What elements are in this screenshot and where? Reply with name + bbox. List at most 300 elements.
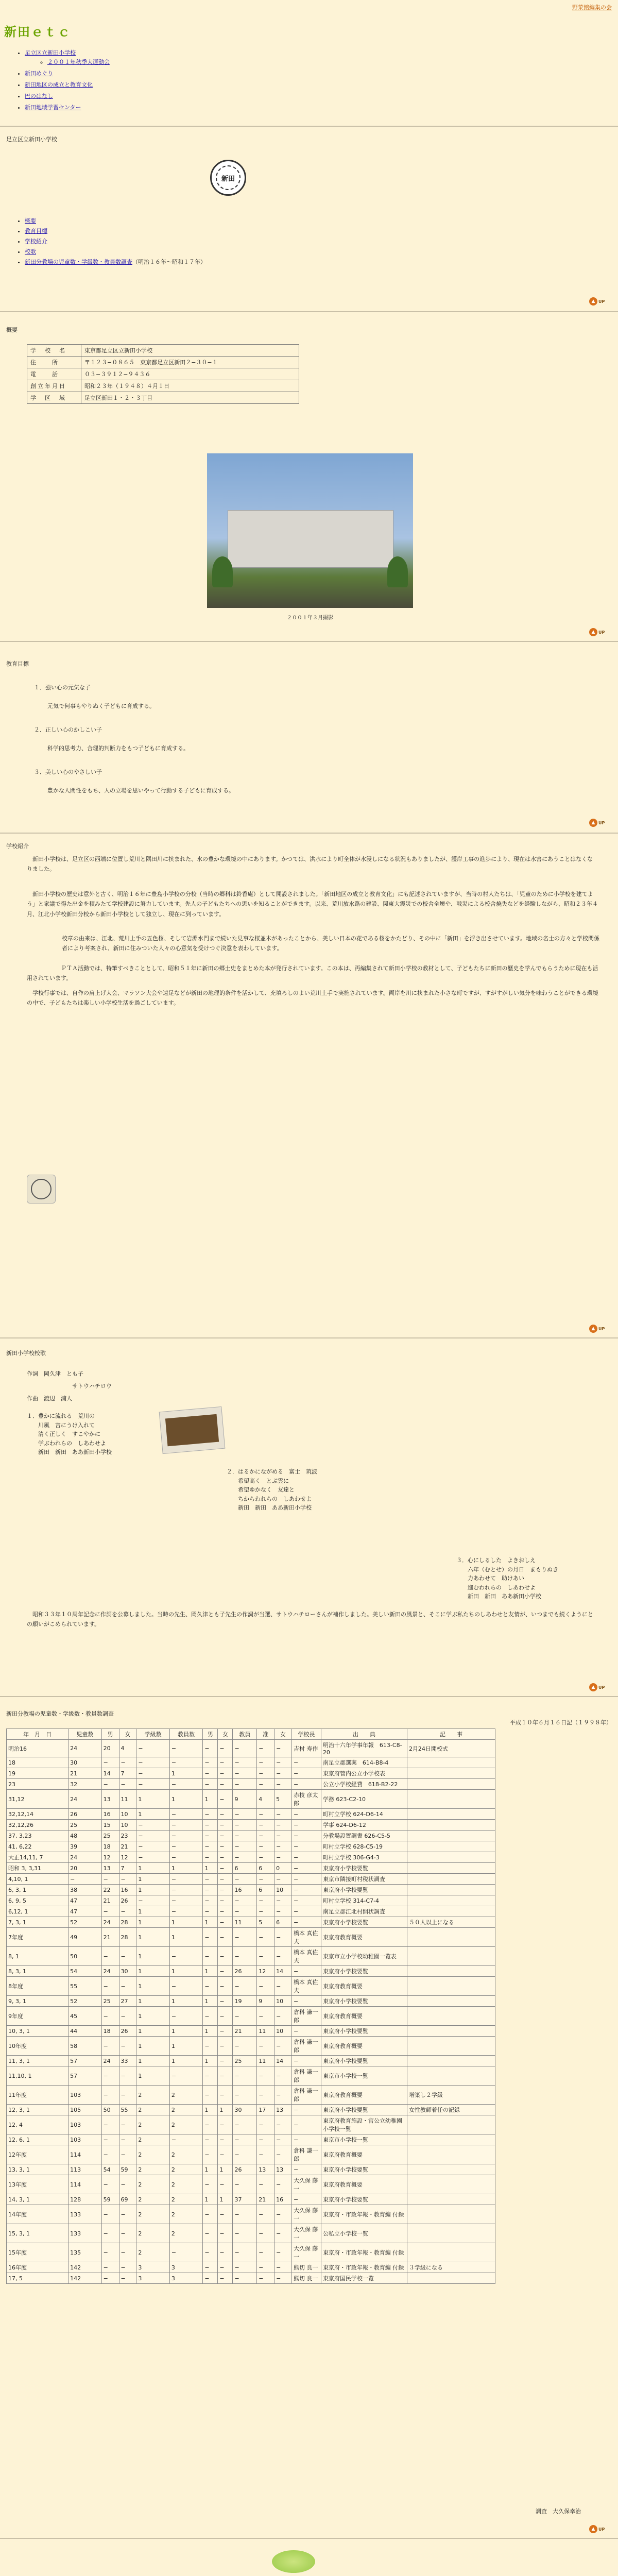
table-cell: − (274, 2007, 292, 2026)
intro-paragraph: ＰＴＡ活動では、特筆すべきこととして、昭和５１年に新田の郷土史をまとめた本が発行されています。この本は、再編集されて新田小学校の教材として、子どもたちに新田の歴史を学んでもらうために現在も活用されています。 (27, 965, 598, 982)
table-cell: − (233, 2175, 257, 2194)
subnav-item[interactable] (25, 237, 206, 245)
table-cell: 32,12,14 (7, 1809, 68, 1820)
table-cell: − (274, 1928, 292, 1947)
table-row (7, 1768, 495, 1779)
table-cell: − (233, 1895, 257, 1906)
table-cell: − (233, 1779, 257, 1790)
table-cell: 東京府教育概要 (321, 2007, 407, 2026)
table-cell (407, 1895, 495, 1906)
table-cell: − (274, 1831, 292, 1841)
table-cell: 1 (136, 2037, 170, 2056)
table-cell (407, 1831, 495, 1841)
table-cell: 32 (68, 1779, 102, 1790)
song-credit: サトウハチロウ (72, 1383, 112, 1389)
table-cell: − (101, 2145, 119, 2164)
school-heading: 足立区立新田小学校 (6, 136, 57, 143)
table-cell: 8年度 (7, 1977, 68, 1996)
table-cell: 2 (169, 2145, 203, 2164)
table-cell: − (291, 1809, 321, 1820)
topnav-item[interactable] (25, 92, 110, 100)
table-cell: 24 (101, 1917, 119, 1928)
table-cell: − (119, 2175, 136, 2194)
table-cell: − (233, 2262, 257, 2273)
table-cell: 1 (169, 2026, 203, 2037)
divider (0, 833, 618, 834)
table-cell: − (274, 1895, 292, 1906)
table-cell: 11,10, 1 (7, 2066, 68, 2086)
table-cell: 増築し２学級 (407, 2086, 495, 2105)
table-cell: − (119, 1779, 136, 1790)
table-cell: − (169, 2243, 203, 2262)
table-cell: 2 (136, 2243, 170, 2262)
table-row (7, 1757, 495, 1768)
table-cell: 1 (169, 1917, 203, 1928)
table-cell: 6,12, 1 (7, 1906, 68, 1917)
table-cell: 熊切 良一 (291, 2262, 321, 2273)
table-cell (407, 1809, 495, 1820)
table-cell: 町村立学校 306-G4-3 (321, 1852, 407, 1863)
table-cell: − (233, 1740, 257, 1757)
table-cell: 128 (68, 2194, 102, 2205)
table-cell: 東京府小学校要覧 (321, 1885, 407, 1895)
stats-date: 平成１０年６月１６日記（１９９８年） (510, 1719, 612, 1726)
table-cell: 2 (136, 2086, 170, 2105)
intro-paragraph: 新田小学校は、足立区の西端に位置し荒川と隅田川に挟まれた、水の豊かな環境の中にあります。かつては、洪水により町全体が水浸しになる状況もありましたが、護岸工事の進歩により、現在は水害にあうことはなくなりました。 (27, 856, 593, 873)
subnav-item[interactable] (25, 258, 206, 266)
up-arrow-icon: ▲ (589, 1325, 597, 1333)
table-cell: − (233, 2115, 257, 2134)
table-cell: − (233, 1977, 257, 1996)
table-cell: − (233, 2205, 257, 2224)
subnav-link-stats[interactable]: 新田分教場の児童数・学級数・教員数調査 (25, 259, 132, 265)
table-cell: − (203, 1820, 218, 1831)
table-cell: 12 (101, 1852, 119, 1863)
stats-col-male: 男 (203, 1729, 218, 1740)
table-cell: 103 (68, 2086, 102, 2105)
subnav-link-intro[interactable]: 学校紹介 (25, 238, 47, 245)
table-cell (407, 2224, 495, 2243)
crest-shape (31, 1179, 52, 1199)
table-cell: − (257, 1895, 274, 1906)
table-cell: − (233, 2273, 257, 2284)
table-row (7, 2026, 495, 2037)
table-cell: − (136, 1779, 170, 1790)
table-cell (407, 1928, 495, 1947)
table-cell: − (203, 2224, 218, 2243)
table-cell: − (257, 2066, 274, 2086)
stats-col-teachers: 教員数 (169, 1729, 203, 1740)
table-cell: 6 (233, 1863, 257, 1874)
table-cell: − (218, 2026, 233, 2037)
table-cell: − (136, 1831, 170, 1841)
up-label: UP (598, 630, 605, 635)
table-cell: 12 (119, 1852, 136, 1863)
topnav-item[interactable] (25, 48, 110, 66)
table-cell: − (274, 1809, 292, 1820)
table-cell: − (257, 2262, 274, 2273)
stats-header-row (7, 1729, 495, 1740)
table-cell: ３学級になる (407, 2262, 495, 2273)
table-cell: − (119, 1906, 136, 1917)
table-cell (407, 1841, 495, 1852)
table-cell: 103 (68, 2134, 102, 2145)
topnav-link-sports-day[interactable]: ２００１年秋季大運動会 (47, 59, 110, 65)
table-cell: 1 (136, 1928, 170, 1947)
table-cell: − (101, 1779, 119, 1790)
intro-paragraph: 学校行事では、自作の肩上げ大会、マラソン大会や遠足などが新田の地理的条件を活かして、充填ろしのよい荒川土手で実施されています。両岸を川に挟まれた小さな町ですが、すがすがしい気分を味わうことができる環境の中で、子どもたちは楽しい小学校生活を過ごしています。 (27, 990, 598, 1007)
table-cell: 東京市隣接町村税状調査 (321, 1874, 407, 1885)
table-cell: − (257, 1928, 274, 1947)
table-row (7, 2243, 495, 2262)
divider (0, 126, 618, 127)
table-cell: − (218, 2224, 233, 2243)
table-cell: − (291, 1874, 321, 1885)
table-cell: − (291, 1895, 321, 1906)
table-cell: − (274, 2224, 292, 2243)
table-cell: 26 (68, 1809, 102, 1820)
song-verse-2: ２．はるかにながめる 富士 筑波 希望高く とぶ雲に 希望ゆかなく 友達と ちからわれらの しあわせよ 新田 新田 ああ新田小学校 (227, 1468, 317, 1512)
table-row (7, 1947, 495, 1966)
table-cell: − (233, 2086, 257, 2105)
table-cell: 55 (68, 1977, 102, 1996)
table-row (7, 1831, 495, 1841)
table-cell: − (169, 2007, 203, 2026)
table-cell: − (218, 2115, 233, 2134)
table-row (7, 1790, 495, 1809)
table-cell: 1 (218, 2164, 233, 2175)
song-note: 昭和３３年１０周年記念に作詞を公募しました。当時の先生、岡久津とも子先生の作詞が当選、サトウハチローさんが補作しました。美しい新田の風景と、そこに学ぶ私たちのしあわせと友情が、いつまでも続くようにとの願いがこめられています。 (27, 1611, 593, 1628)
table-cell: 18 (101, 1841, 119, 1852)
table-cell: 1 (203, 1917, 218, 1928)
table-cell: − (257, 2205, 274, 2224)
up-arrow-icon: ▲ (589, 1683, 597, 1691)
table-cell: 2 (136, 2145, 170, 2164)
school-info-table (27, 344, 299, 404)
table-cell: − (274, 1841, 292, 1852)
table-cell: 倉科 謙一郎 (291, 2145, 321, 2164)
info-key: 創立年月日 (27, 380, 81, 392)
subnav-link-overview[interactable]: 概要 (25, 217, 36, 224)
table-cell: 20 (68, 1863, 102, 1874)
table-cell: 町村立学校 628-C5-19 (321, 1841, 407, 1852)
school-building-photo (207, 453, 413, 608)
table-cell: − (203, 1757, 218, 1768)
table-cell: 57 (68, 2066, 102, 2086)
table-cell: 東京府教育概要 (321, 2037, 407, 2056)
table-cell: 21 (233, 2026, 257, 2037)
table-cell: − (274, 2243, 292, 2262)
table-row (7, 1996, 495, 2007)
table-cell: 17 (257, 2105, 274, 2115)
table-cell: 54 (68, 1966, 102, 1977)
divider (0, 311, 618, 312)
table-cell: − (291, 1841, 321, 1852)
table-cell: 3 (169, 2273, 203, 2284)
topnav-link-history[interactable]: 新田地区の成立と教育文化 (25, 81, 93, 88)
table-cell (407, 2037, 495, 2056)
table-cell (407, 1996, 495, 2007)
table-cell: 58 (68, 2037, 102, 2056)
table-cell: 4 (257, 1790, 274, 1809)
table-cell: 2 (136, 2175, 170, 2194)
table-cell: − (291, 1863, 321, 1874)
table-cell: 大久保 藤一 (291, 2224, 321, 2243)
table-cell: − (169, 1885, 203, 1895)
table-cell: 12, 3, 1 (7, 2105, 68, 2115)
table-cell: 学務 623-C2-10 (321, 1790, 407, 1809)
table-cell: 東京府・市政年報・教育編 付録 (321, 2243, 407, 2262)
table-cell: 東京府・市政年報・教育編 付録 (321, 2262, 407, 2273)
table-row (7, 2105, 495, 2115)
table-cell: − (257, 2086, 274, 2105)
divider (0, 1696, 618, 1697)
topnav-item[interactable] (25, 80, 110, 89)
table-cell: 1 (136, 1809, 170, 1820)
table-row (7, 1885, 495, 1895)
topnav-link-tour[interactable]: 新田めぐり (25, 70, 53, 77)
table-cell (407, 2164, 495, 2175)
table-cell: 東京市小学校一覧 (321, 2134, 407, 2145)
table-cell: 26 (119, 2026, 136, 2037)
topnav-link-school[interactable]: 足立区立新田小学校 (25, 49, 76, 56)
table-cell: 10 (274, 1885, 292, 1895)
table-cell: 2 (136, 2224, 170, 2243)
building-shape (228, 510, 393, 568)
table-cell: 37, 3,23 (7, 1831, 68, 1841)
table-cell: 16 (119, 1885, 136, 1895)
table-cell: 28 (119, 1917, 136, 1928)
table-cell: 50 (68, 1947, 102, 1966)
table-cell: − (119, 1947, 136, 1966)
table-cell: 10 (119, 1820, 136, 1831)
table-cell: 吉村 寿作 (291, 1740, 321, 1757)
table-cell: − (203, 2115, 218, 2134)
table-cell: 6, 9, 5 (7, 1895, 68, 1906)
table-cell: − (203, 2145, 218, 2164)
table-cell: 1 (136, 1947, 170, 1966)
table-cell: − (169, 1820, 203, 1831)
table-cell: − (169, 1809, 203, 1820)
table-cell: − (169, 1906, 203, 1917)
table-cell: − (136, 1852, 170, 1863)
subnav-link-goals[interactable]: 教育目標 (25, 228, 47, 234)
top-right-link[interactable]: 野菜館編集の会 (572, 4, 612, 11)
table-cell: 町村立学校 624-D6-14 (321, 1809, 407, 1820)
table-cell: − (233, 1928, 257, 1947)
up-button[interactable] (589, 297, 608, 306)
goal-title: ３．美しい心のやさしい子 (34, 769, 102, 775)
table-cell: − (203, 1885, 218, 1895)
table-cell: − (119, 2066, 136, 2086)
subnav-item[interactable] (25, 227, 206, 235)
topnav-item[interactable] (25, 103, 110, 111)
table-row (7, 1852, 495, 1863)
table-cell: − (203, 2007, 218, 2026)
table-cell: 10 (119, 1809, 136, 1820)
table-cell: 69 (119, 2194, 136, 2205)
topnav-subitem[interactable] (47, 58, 110, 66)
table-cell: − (218, 1809, 233, 1820)
table-cell: 26 (233, 2164, 257, 2175)
table-cell: 2 (136, 2134, 170, 2145)
table-cell: − (203, 2066, 218, 2086)
table-cell: 25 (101, 1831, 119, 1841)
table-cell: − (218, 2205, 233, 2224)
table-cell: 南足立郡江北村開状調査 (321, 1906, 407, 1917)
table-cell: 熊切 良一 (291, 2273, 321, 2284)
table-cell: − (218, 1895, 233, 1906)
table-cell: − (291, 1906, 321, 1917)
table-cell: − (203, 1852, 218, 1863)
table-cell: 24 (68, 1790, 102, 1809)
info-value: 昭和２３年（１９４８）４月１日 (81, 380, 299, 392)
table-cell: − (291, 1852, 321, 1863)
divider (0, 1337, 618, 1338)
table-cell: 103 (68, 2115, 102, 2134)
stats-col-boys: 男 (101, 1729, 119, 1740)
table-cell: 2 (169, 2224, 203, 2243)
up-button[interactable] (589, 628, 608, 637)
table-cell: − (203, 2273, 218, 2284)
table-cell: 1 (169, 2056, 203, 2066)
table-cell: 東京府小学校要覧 (321, 2164, 407, 2175)
table-cell: 1 (136, 1966, 170, 1977)
crest-image (27, 1175, 56, 1204)
subnav-link-song[interactable]: 校歌 (25, 248, 36, 255)
table-cell: 37 (233, 2194, 257, 2205)
table-cell: 5 (274, 1790, 292, 1809)
subnav-item[interactable] (25, 216, 206, 225)
table-cell (407, 2134, 495, 2145)
song-verse-3: ３．心にしるした よきおしえ 六年（むとせ）の月日 まもりぬき 力あわせて 助けあい 進むわれらの しあわせよ 新田 新田 ああ新田小学校 (456, 1557, 558, 1600)
table-cell: 11 (257, 2026, 274, 2037)
subnav-item[interactable] (25, 247, 206, 256)
table-cell: − (218, 1841, 233, 1852)
table-cell: 25 (68, 1820, 102, 1831)
table-cell: 21 (119, 1841, 136, 1852)
table-cell: − (218, 1928, 233, 1947)
table-cell: − (203, 1740, 218, 1757)
table-row (7, 1779, 495, 1790)
table-cell: 13 (101, 1790, 119, 1809)
up-button[interactable] (589, 1683, 608, 1692)
table-cell: − (257, 1947, 274, 1966)
table-cell: 女性教師着任の記録 (407, 2105, 495, 2115)
table-row (7, 1874, 495, 1885)
table-row (7, 2086, 495, 2105)
table-cell: − (101, 2115, 119, 2134)
table-row (7, 2262, 495, 2273)
table-cell: 48 (68, 1831, 102, 1841)
table-cell: 13 (257, 2164, 274, 2175)
table-cell: 4,10, 1 (7, 1874, 68, 1885)
table-cell: 3 (136, 2262, 170, 2273)
table-cell: − (203, 2243, 218, 2262)
table-cell: 21 (257, 2194, 274, 2205)
table-cell: − (233, 1874, 257, 1885)
up-button[interactable] (589, 818, 608, 827)
table-cell: − (119, 2145, 136, 2164)
table-cell: − (136, 1841, 170, 1852)
table-cell: 東京市小学校一覧 (321, 2066, 407, 2086)
table-cell: 17, 5 (7, 2273, 68, 2284)
table-cell: 1 (136, 1874, 170, 1885)
table-cell (407, 1874, 495, 1885)
table-cell: − (274, 1947, 292, 1966)
table-cell: − (203, 1977, 218, 1996)
up-button[interactable] (589, 1324, 608, 1333)
table-cell: − (291, 1917, 321, 1928)
table-row (7, 2175, 495, 2194)
table-cell: 105 (68, 2105, 102, 2115)
overview-heading: 概要 (6, 327, 18, 333)
up-button[interactable] (589, 2524, 608, 2534)
table-cell (407, 1966, 495, 1977)
table-cell: 3 (136, 2273, 170, 2284)
table-cell: − (291, 2105, 321, 2115)
table-cell (407, 1885, 495, 1895)
stats-col-female2: 女 (274, 1729, 292, 1740)
table-cell: − (203, 1895, 218, 1906)
stats-col-assistant: 准 (257, 1729, 274, 1740)
table-cell: − (119, 2037, 136, 2056)
table-cell: 大正14,11, 7 (7, 1852, 68, 1863)
table-cell: − (218, 1852, 233, 1863)
table-cell: − (119, 1977, 136, 1996)
table-cell: 59 (101, 2194, 119, 2205)
table-cell: 東京府教育概要 (321, 2086, 407, 2105)
table-cell: 14, 3, 1 (7, 2194, 68, 2205)
song-sheet-image (159, 1406, 226, 1454)
info-key: 電 話 (27, 368, 81, 380)
info-value: 足立区新田１・２・３丁目 (81, 392, 299, 404)
topnav-link-center[interactable]: 新田地域学習センター (25, 104, 81, 111)
table-cell: 2 (169, 2086, 203, 2105)
topnav-link-tomoe[interactable]: 巴のはなし (25, 93, 53, 99)
table-row (7, 1928, 495, 1947)
table-cell: 20 (101, 1740, 119, 1757)
table-cell: − (218, 1917, 233, 1928)
table-cell: 25 (101, 1996, 119, 2007)
table-row (7, 2145, 495, 2164)
table-cell: 114 (68, 2175, 102, 2194)
table-cell: 1 (169, 1996, 203, 2007)
table-cell: − (257, 2145, 274, 2164)
table-cell: − (203, 1874, 218, 1885)
table-cell (407, 1768, 495, 1779)
table-cell: − (274, 1906, 292, 1917)
table-cell: 明治16 (7, 1740, 68, 1757)
stats-heading: 新田分教場の児童数・学級数・教員数調査 (6, 1710, 114, 1717)
table-cell: 7年度 (7, 1928, 68, 1947)
topnav-item[interactable] (25, 69, 110, 77)
table-row (7, 2066, 495, 2086)
table-cell: 明治十六年学事年報 613-C8-20 (321, 1740, 407, 1757)
table-cell: 2 (169, 2175, 203, 2194)
table-cell: 1 (169, 1863, 203, 1874)
table-row (7, 1977, 495, 1996)
table-cell: 9 (233, 1790, 257, 1809)
table-cell: − (274, 2115, 292, 2134)
table-row (7, 1809, 495, 1820)
table-cell: − (169, 1831, 203, 1841)
table-cell: 47 (68, 1906, 102, 1917)
table-cell: − (274, 2262, 292, 2273)
table-cell: 赤枝 彦太郎 (291, 1790, 321, 1809)
goal-title: １．強い心の元気な子 (34, 684, 91, 691)
table-cell: 8, 3, 1 (7, 1966, 68, 1977)
